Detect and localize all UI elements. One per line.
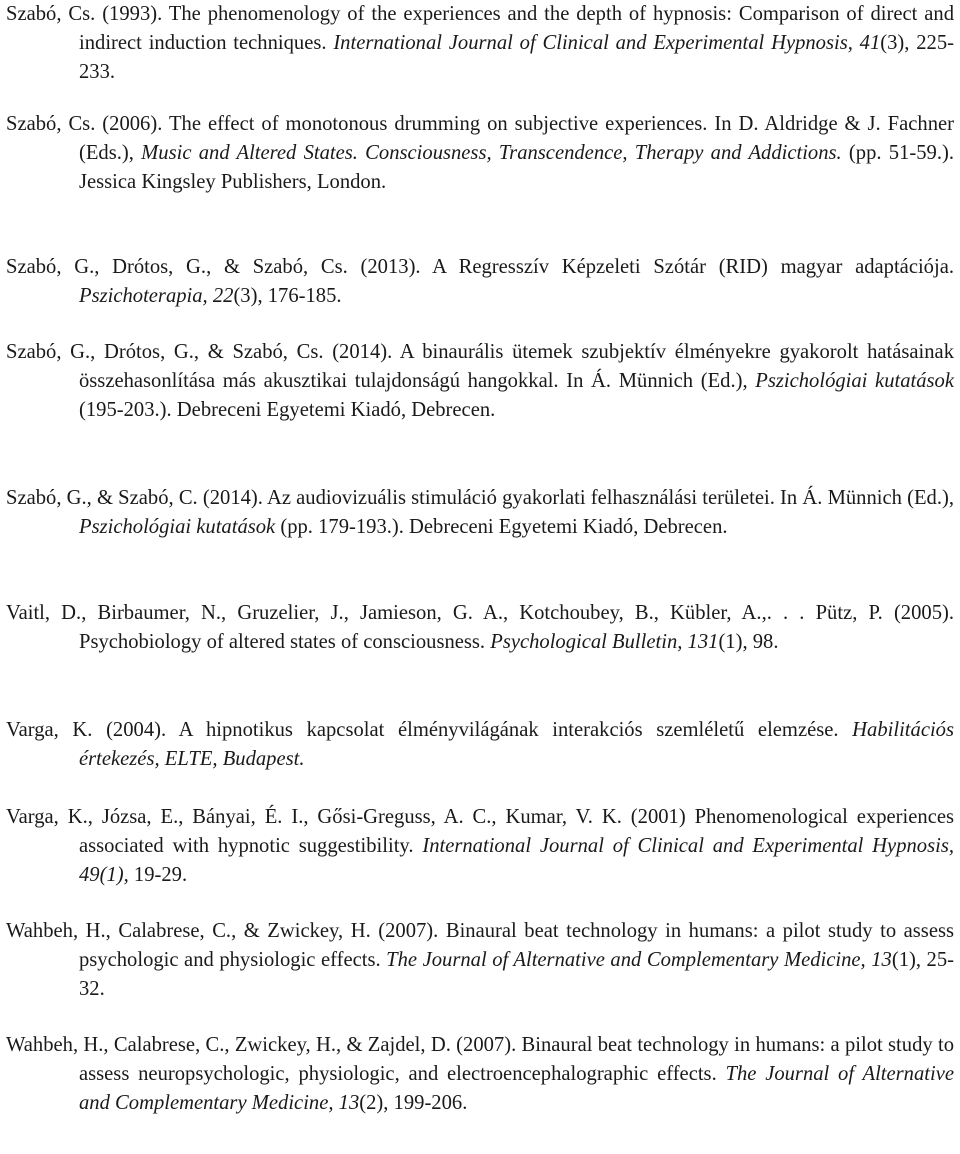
reference-thesis: Habilitációs értekezés, ELTE, Budapest. [79,719,954,771]
reference-text: Varga, K., Józsa, E., Bányai, É. I., Gősi-Greguss, A. C., Kumar, V. K. (2001) Phenomenological experiences associated with hypnotic suggestibility. [6,806,954,858]
reference-text: (pp. 51-59.). Jessica Kingsley Publishers, London. [79,142,954,194]
reference-text: Szabó, G., & Szabó, C. (2014). Az audiovizuális stimuláció gyakorlati felhasználási területei. In Á. Münnich (Ed.), [6,487,954,509]
reference-text: Szabó, Cs. (2006). The effect of monotonous drumming on subjective experiences. In D. Aldridge & J. Fachner (Eds.), [6,113,954,165]
reference-journal: The Journal of Alternative and Complementary Medicine, 13 [386,949,892,972]
reference-journal: The Journal of Alternative and Complementary Medicine, 13 [79,1063,954,1115]
reference-book-title: Pszichológiai kutatások [79,516,276,539]
reference-text: (3), 176-185. [233,285,342,308]
reference-text: (1), 25-32. [79,949,954,1001]
reference-text: (2), 199-206. [359,1092,468,1115]
reference-entry [6,484,954,542]
reference-entry [6,0,954,88]
reference-text: Varga, K. (2004). A hipnotikus kapcsolat élményvilágának interakciós szemléletű elemzése. [6,719,853,741]
reference-entry [6,716,954,774]
reference-entry [6,803,954,891]
reference-text: Wahbeh, H., Calabrese, C., & Zwickey, H. (2007). Binaural beat technology in humans: a pilot study to assess psychologic and physiologic effects. [6,920,954,972]
reference-text: Szabó, Cs. (1993). The phenomenology of the experiences and the depth of hypnosis: Comparison of direct and indirect induction techniques. [6,3,954,55]
reference-text: Wahbeh, H., Calabrese, C., Zwickey, H., & Zajdel, D. (2007). Binaural beat technology in humans: a pilot study to assess neuropsychologic, physiologic, and electroencephalographic effects. [6,1034,954,1086]
reference-entry [6,917,954,1005]
reference-book-title: Pszichológiai kutatások [755,370,954,393]
reference-text: 19-29. [128,864,188,887]
reference-text: (pp. 179-193.). Debreceni Egyetemi Kiadó, Debrecen. [275,516,728,539]
reference-journal: Pszichoterapia, 22 [79,285,234,308]
reference-book-title: Music and Altered States. Consciousness, Transcendence, Therapy and Addictions. [141,142,842,165]
reference-entry [6,338,954,426]
reference-journal: International Journal of Clinical and Experimental Hypnosis, 49(1), [79,835,954,887]
reference-entry [6,253,954,311]
reference-entry [6,1031,954,1119]
reference-text: Szabó, G., Drótos, G., & Szabó, Cs. (2014). A binaurális ütemek szubjektív élményekre gyakorolt hatásainak összehasonlítása más akusztikai tulajdonságú hangokkal. In Á. Münnich (Ed.), [6,341,954,393]
reference-text: Vaitl, D., Birbaumer, N., Gruzelier, J., Jamieson, G. A., Kotchoubey, B., Kübler, A.,. . . Pütz, P. (2005). Psychobiology of altered states of consciousness. [6,602,954,654]
reference-journal: Psychological Bulletin, 131 [490,631,719,654]
reference-entry [6,110,954,198]
reference-text: Szabó, G., Drótos, G., & Szabó, Cs. (2013). A Regresszív Képzeleti Szótár (RID) magyar adaptációja. [6,256,954,278]
reference-text: (1), 98. [718,631,779,654]
reference-text: (3), 225-233. [79,32,954,84]
reference-entry [6,599,954,657]
reference-text: (195-203.). Debreceni Egyetemi Kiadó, Debrecen. [79,399,496,422]
reference-journal: International Journal of Clinical and Experimental Hypnosis, 41 [333,32,881,55]
